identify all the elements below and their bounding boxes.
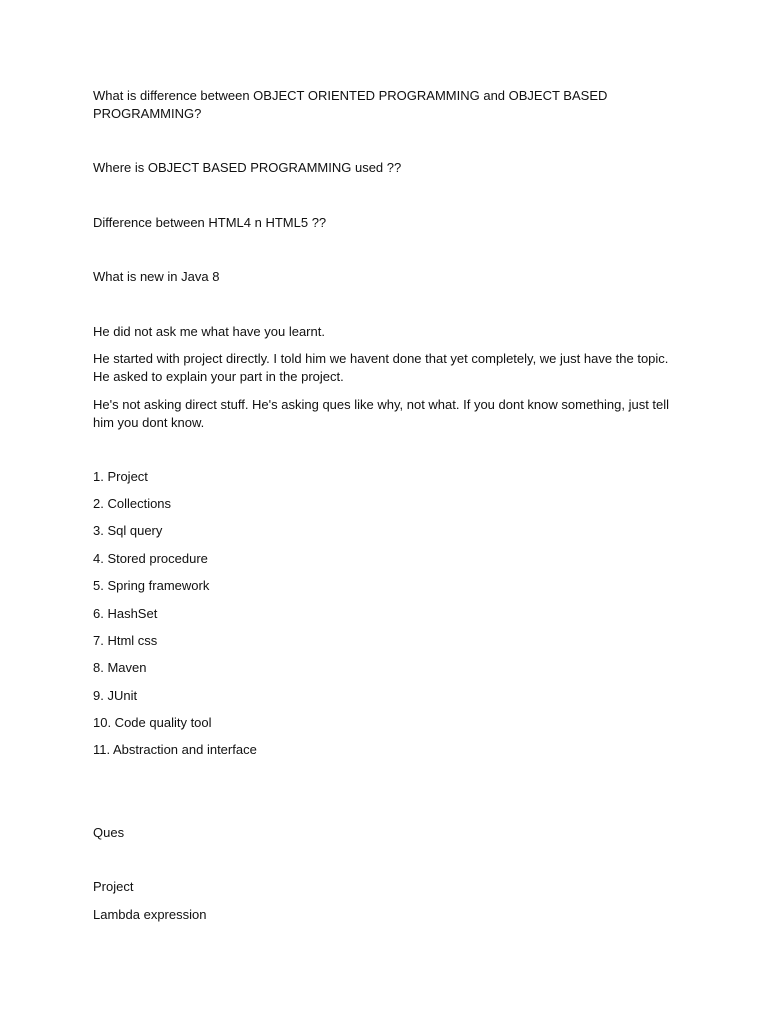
topic-item: 8. Maven bbox=[93, 660, 147, 675]
topic-item: 6. HashSet bbox=[93, 606, 158, 621]
topic-item: 9. JUnit bbox=[93, 688, 138, 703]
ques-heading: Ques bbox=[93, 825, 125, 840]
ques-item: Lambda expression bbox=[93, 907, 207, 922]
topic-item: 10. Code quality tool bbox=[93, 715, 212, 730]
question-obp-usage: Where is OBJECT BASED PROGRAMMING used ?? bbox=[93, 160, 402, 175]
topic-item: 5. Spring framework bbox=[93, 578, 210, 593]
note-did-not-ask: He did not ask me what have you learnt. bbox=[93, 324, 325, 339]
topic-item: 7. Html css bbox=[93, 633, 158, 648]
topic-item: 2. Collections bbox=[93, 496, 172, 511]
question-java8-new: What is new in Java 8 bbox=[93, 269, 220, 284]
note-asking-why: He's not asking direct stuff. He's asking ques like why, not what. If you dont know something, just tell him you dont know. bbox=[93, 397, 670, 430]
question-oop-vs-obp: What is difference between OBJECT ORIENTED PROGRAMMING and OBJECT BASED PROGRAMMING? bbox=[93, 88, 608, 121]
topic-item: 3. Sql query bbox=[93, 523, 163, 538]
topic-item: 1. Project bbox=[93, 469, 148, 484]
topic-item: 11. Abstraction and interface bbox=[93, 742, 257, 757]
ques-item: Project bbox=[93, 879, 134, 894]
topic-item: 4. Stored procedure bbox=[93, 551, 208, 566]
note-started-with-project: He started with project directly. I told him we havent done that yet completely, we just have the topic. He asked to explain your part in the project. bbox=[93, 351, 669, 384]
question-html4-vs-html5: Difference between HTML4 n HTML5 ?? bbox=[93, 215, 327, 230]
